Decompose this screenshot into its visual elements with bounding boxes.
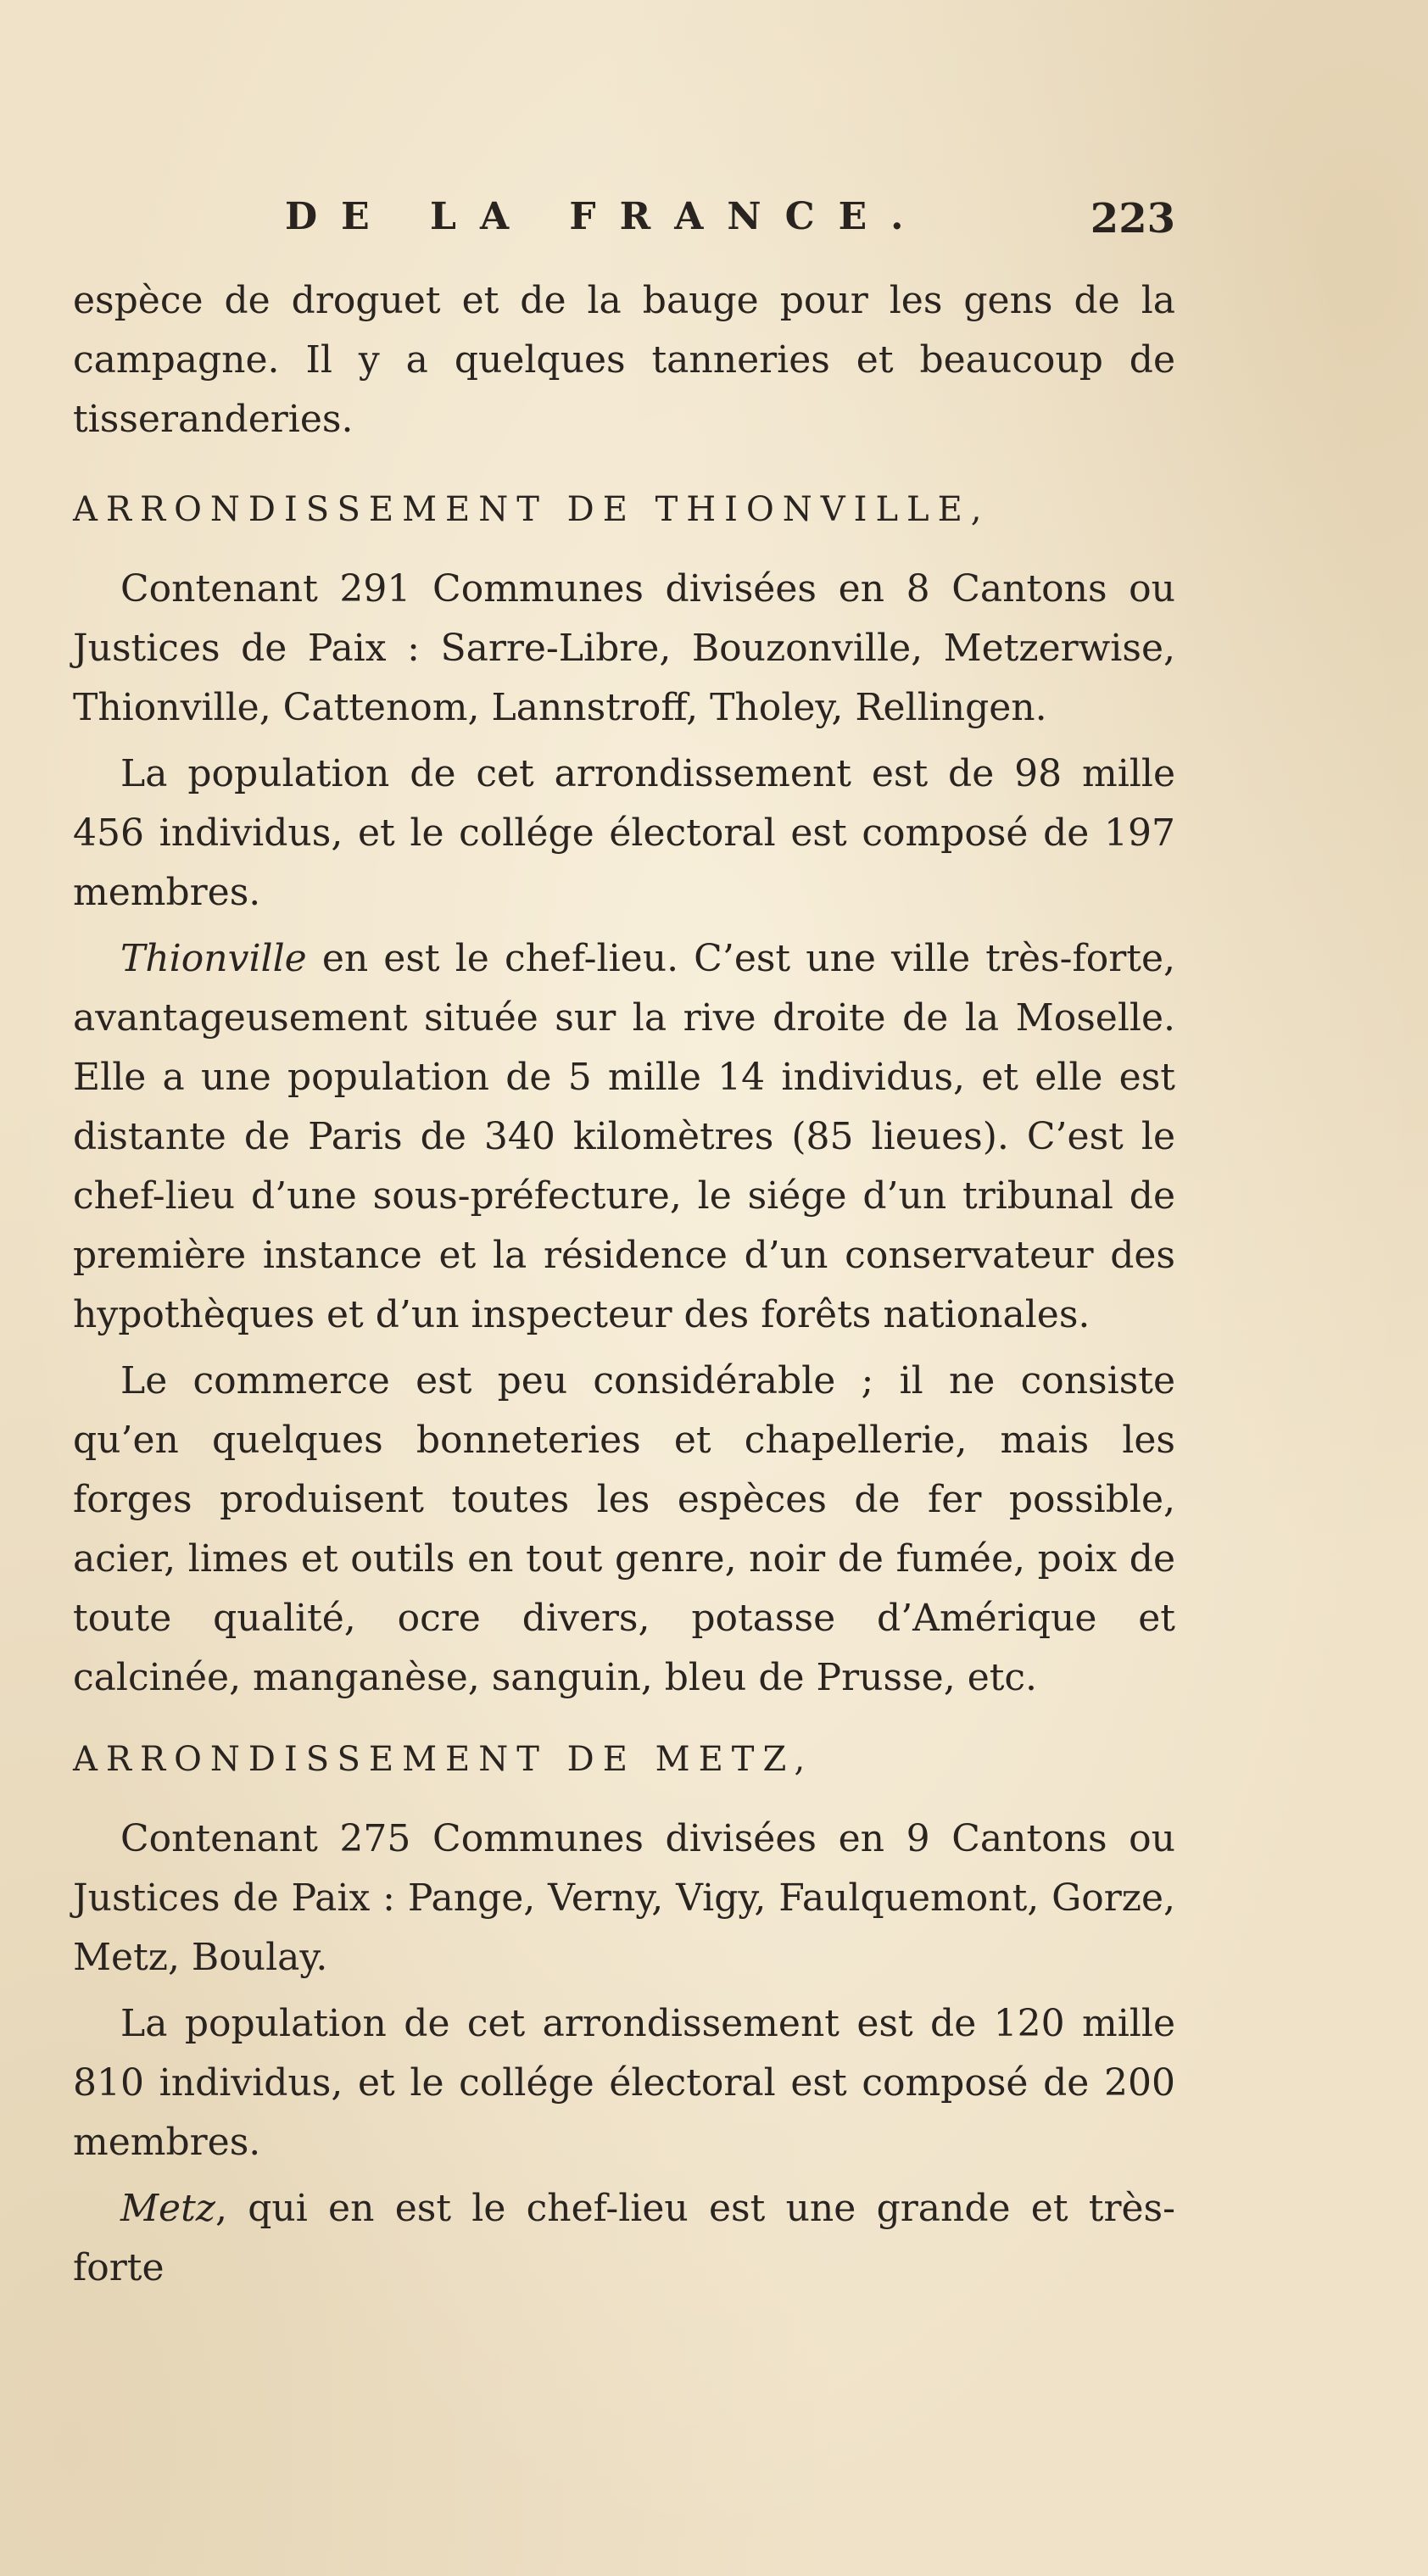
paragraph-thionville-commerce: Le commerce est peu considérable ; il ne consiste qu’en quelques bonneteries et chapellerie, mais les forges produisent toutes les espèces de fer possible, acier, limes et outils en tout genre, noir de fumée, poix de toute qualité, ocre divers, potasse d’Amérique et calcinée, manganèse, sanguin, bleu de Prusse, etc. <box>73 1359 1175 1699</box>
paragraph-metz-chef-lieu <box>73 2179 1175 2298</box>
place-name-metz: Metz <box>120 2187 215 2230</box>
paragraph-text: , qui en est le chef-lieu est une grande et très-forte <box>73 2187 1175 2289</box>
page-number: 223 <box>1090 195 1175 243</box>
running-head <box>73 195 1175 271</box>
paragraph-metz-population: La population de cet arrondissement est de 120 mille 810 individus, et le collége électoral est composé de 200 membres. <box>73 2002 1175 2164</box>
paragraph-thionville-chef-lieu <box>73 929 1175 1345</box>
paragraph-text: en est le chef-lieu. C’est une ville très-forte, avantageusement située sur la rive droite de la Moselle. Elle a une population de 5 mille 14 individus, et elle est distante de Paris de 340 kilomètres (85 lieues). C’est le chef-lieu d’une sous-préfecture, le siége d’un tribunal de première instance et la résidence d’un conservateur des hypothèques et d’un inspecteur des forêts nationales. <box>73 937 1175 1336</box>
paragraph-continuation: espèce de droguet et de la bauge pour les gens de la campagne. Il y a quelques tanneries et beaucoup de tisseranderies. <box>73 279 1175 441</box>
book-page <box>73 195 1175 2305</box>
paragraph-metz-communes: Contenant 275 Communes divisées en 9 Cantons ou Justices de Paix : Pange, Verny, Vigy, Faulquemont, Gorze, Metz, Boulay. <box>73 1817 1175 1979</box>
section-heading-metz: ARRONDISSEMENT DE METZ, <box>73 1740 814 1779</box>
place-name-thionville: Thionville <box>120 937 307 980</box>
paragraph-thionville-population: La population de cet arrondissement est de 98 mille 456 individus, et le collége électoral est composé de 197 membres. <box>73 752 1175 914</box>
section-heading-thionville: ARRONDISSEMENT DE THIONVILLE, <box>73 490 990 529</box>
paragraph-thionville-communes: Contenant 291 Communes divisées en 8 Cantons ou Justices de Paix : Sarre-Libre, Bouzonville, Metzerwise, Thionville, Cattenom, Lannstroff, Tholey, Rellingen. <box>73 567 1175 729</box>
running-title: DE LA FRANCE. <box>285 195 928 238</box>
